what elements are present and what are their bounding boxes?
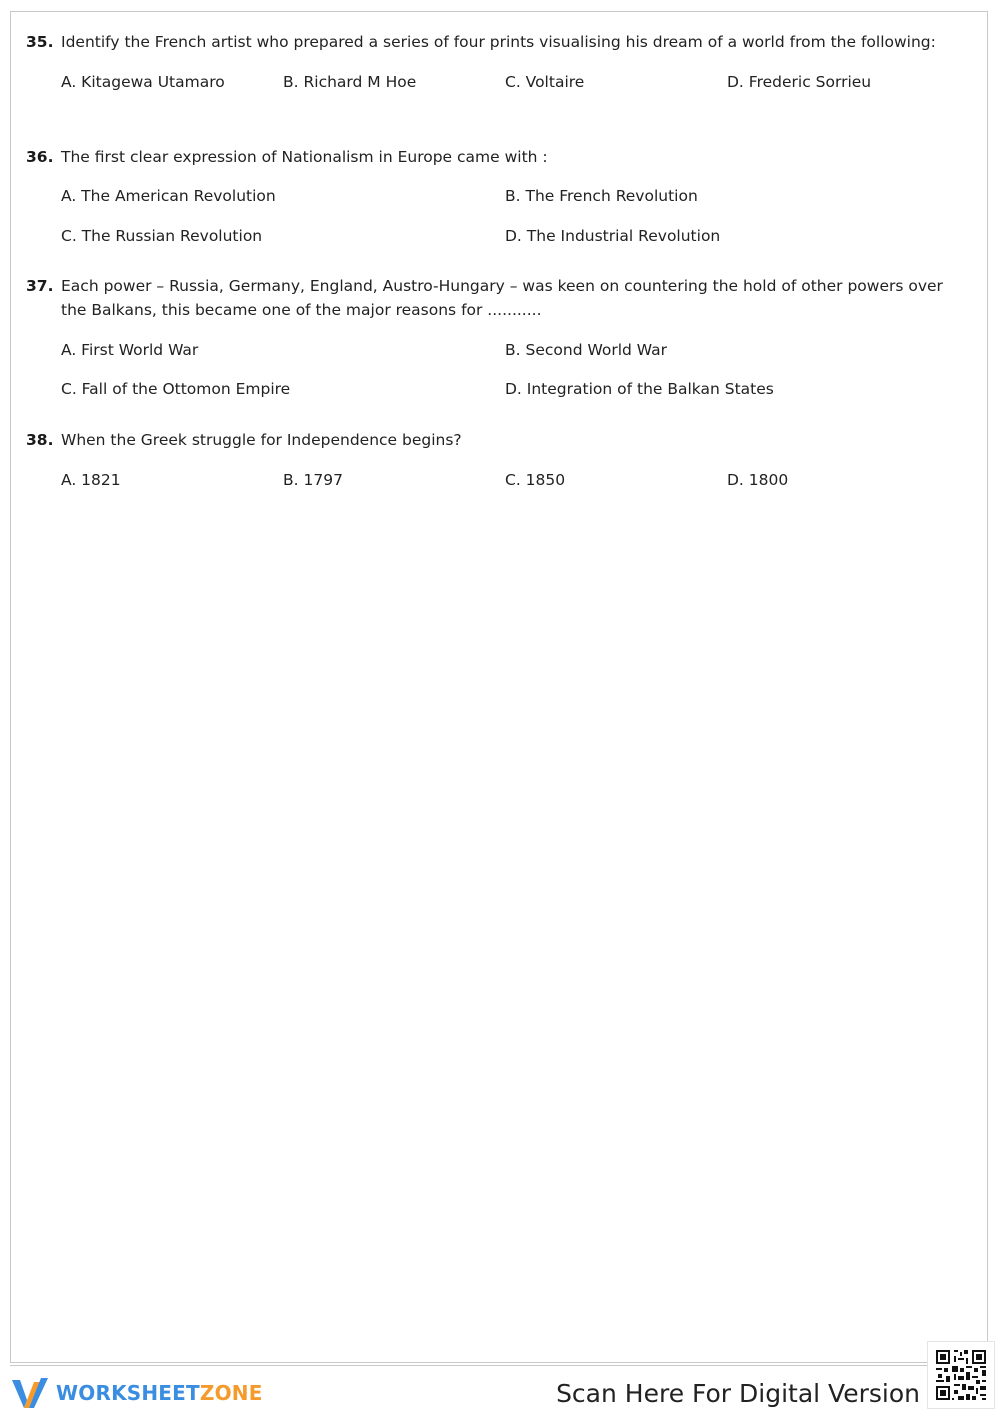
footer-divider: [10, 1365, 988, 1366]
qr-code-graphic: [928, 1342, 994, 1408]
option-b[interactable]: B. 1797: [283, 471, 343, 489]
worksheetzone-logo-icon: [10, 1376, 50, 1410]
question-text: When the Greek struggle for Independence begins?: [61, 431, 462, 449]
scan-here-text: Scan Here For Digital Version: [556, 1379, 920, 1408]
question-36: [26, 145, 946, 248]
option-c[interactable]: C. 1850: [505, 471, 566, 489]
option-a[interactable]: A. Kitagewa Utamaro: [61, 73, 225, 91]
question-text: Each power – Russia, Germany, England, Austro-Hungary – was keen on countering the hold of other powers over the Balkans, this became one of the major reasons for ...........: [61, 277, 943, 319]
logo-zone: ZONE: [199, 1381, 263, 1405]
question-text: The first clear expression of Nationalism in Europe came with :: [61, 148, 548, 166]
option-b[interactable]: B. Richard M Hoe: [283, 73, 417, 91]
option-c[interactable]: C. Voltaire: [505, 73, 585, 91]
question-number: 36.: [26, 148, 54, 166]
option-b[interactable]: B. Second World War: [505, 341, 668, 359]
question-number: 35.: [26, 33, 54, 51]
question-number: 38.: [26, 431, 54, 449]
option-d[interactable]: D. 1800: [727, 471, 789, 489]
option-d[interactable]: D. The Industrial Revolution: [505, 227, 721, 245]
option-a[interactable]: A. The American Revolution: [61, 187, 276, 205]
qr-code-icon[interactable]: [927, 1341, 995, 1409]
question-number: 37.: [26, 277, 54, 295]
option-c[interactable]: C. Fall of the Ottomon Empire: [61, 380, 291, 398]
question-38: [26, 428, 946, 492]
option-a[interactable]: A. 1821: [61, 471, 121, 489]
question-text: Identify the French artist who prepared a series of four prints visualising his dream of a world from the following:: [61, 33, 936, 51]
option-d[interactable]: D. Frederic Sorrieu: [727, 73, 872, 91]
worksheetzone-logo[interactable]: [10, 1376, 263, 1410]
logo-wordmark: [56, 1381, 263, 1405]
option-d[interactable]: D. Integration of the Balkan States: [505, 380, 774, 398]
option-c[interactable]: C. The Russian Revolution: [61, 227, 263, 245]
option-a[interactable]: A. First World War: [61, 341, 199, 359]
question-37: [26, 274, 946, 402]
logo-worksheet: WORKSHEET: [56, 1381, 200, 1405]
option-b[interactable]: B. The French Revolution: [505, 187, 698, 205]
question-35: [26, 30, 946, 94]
